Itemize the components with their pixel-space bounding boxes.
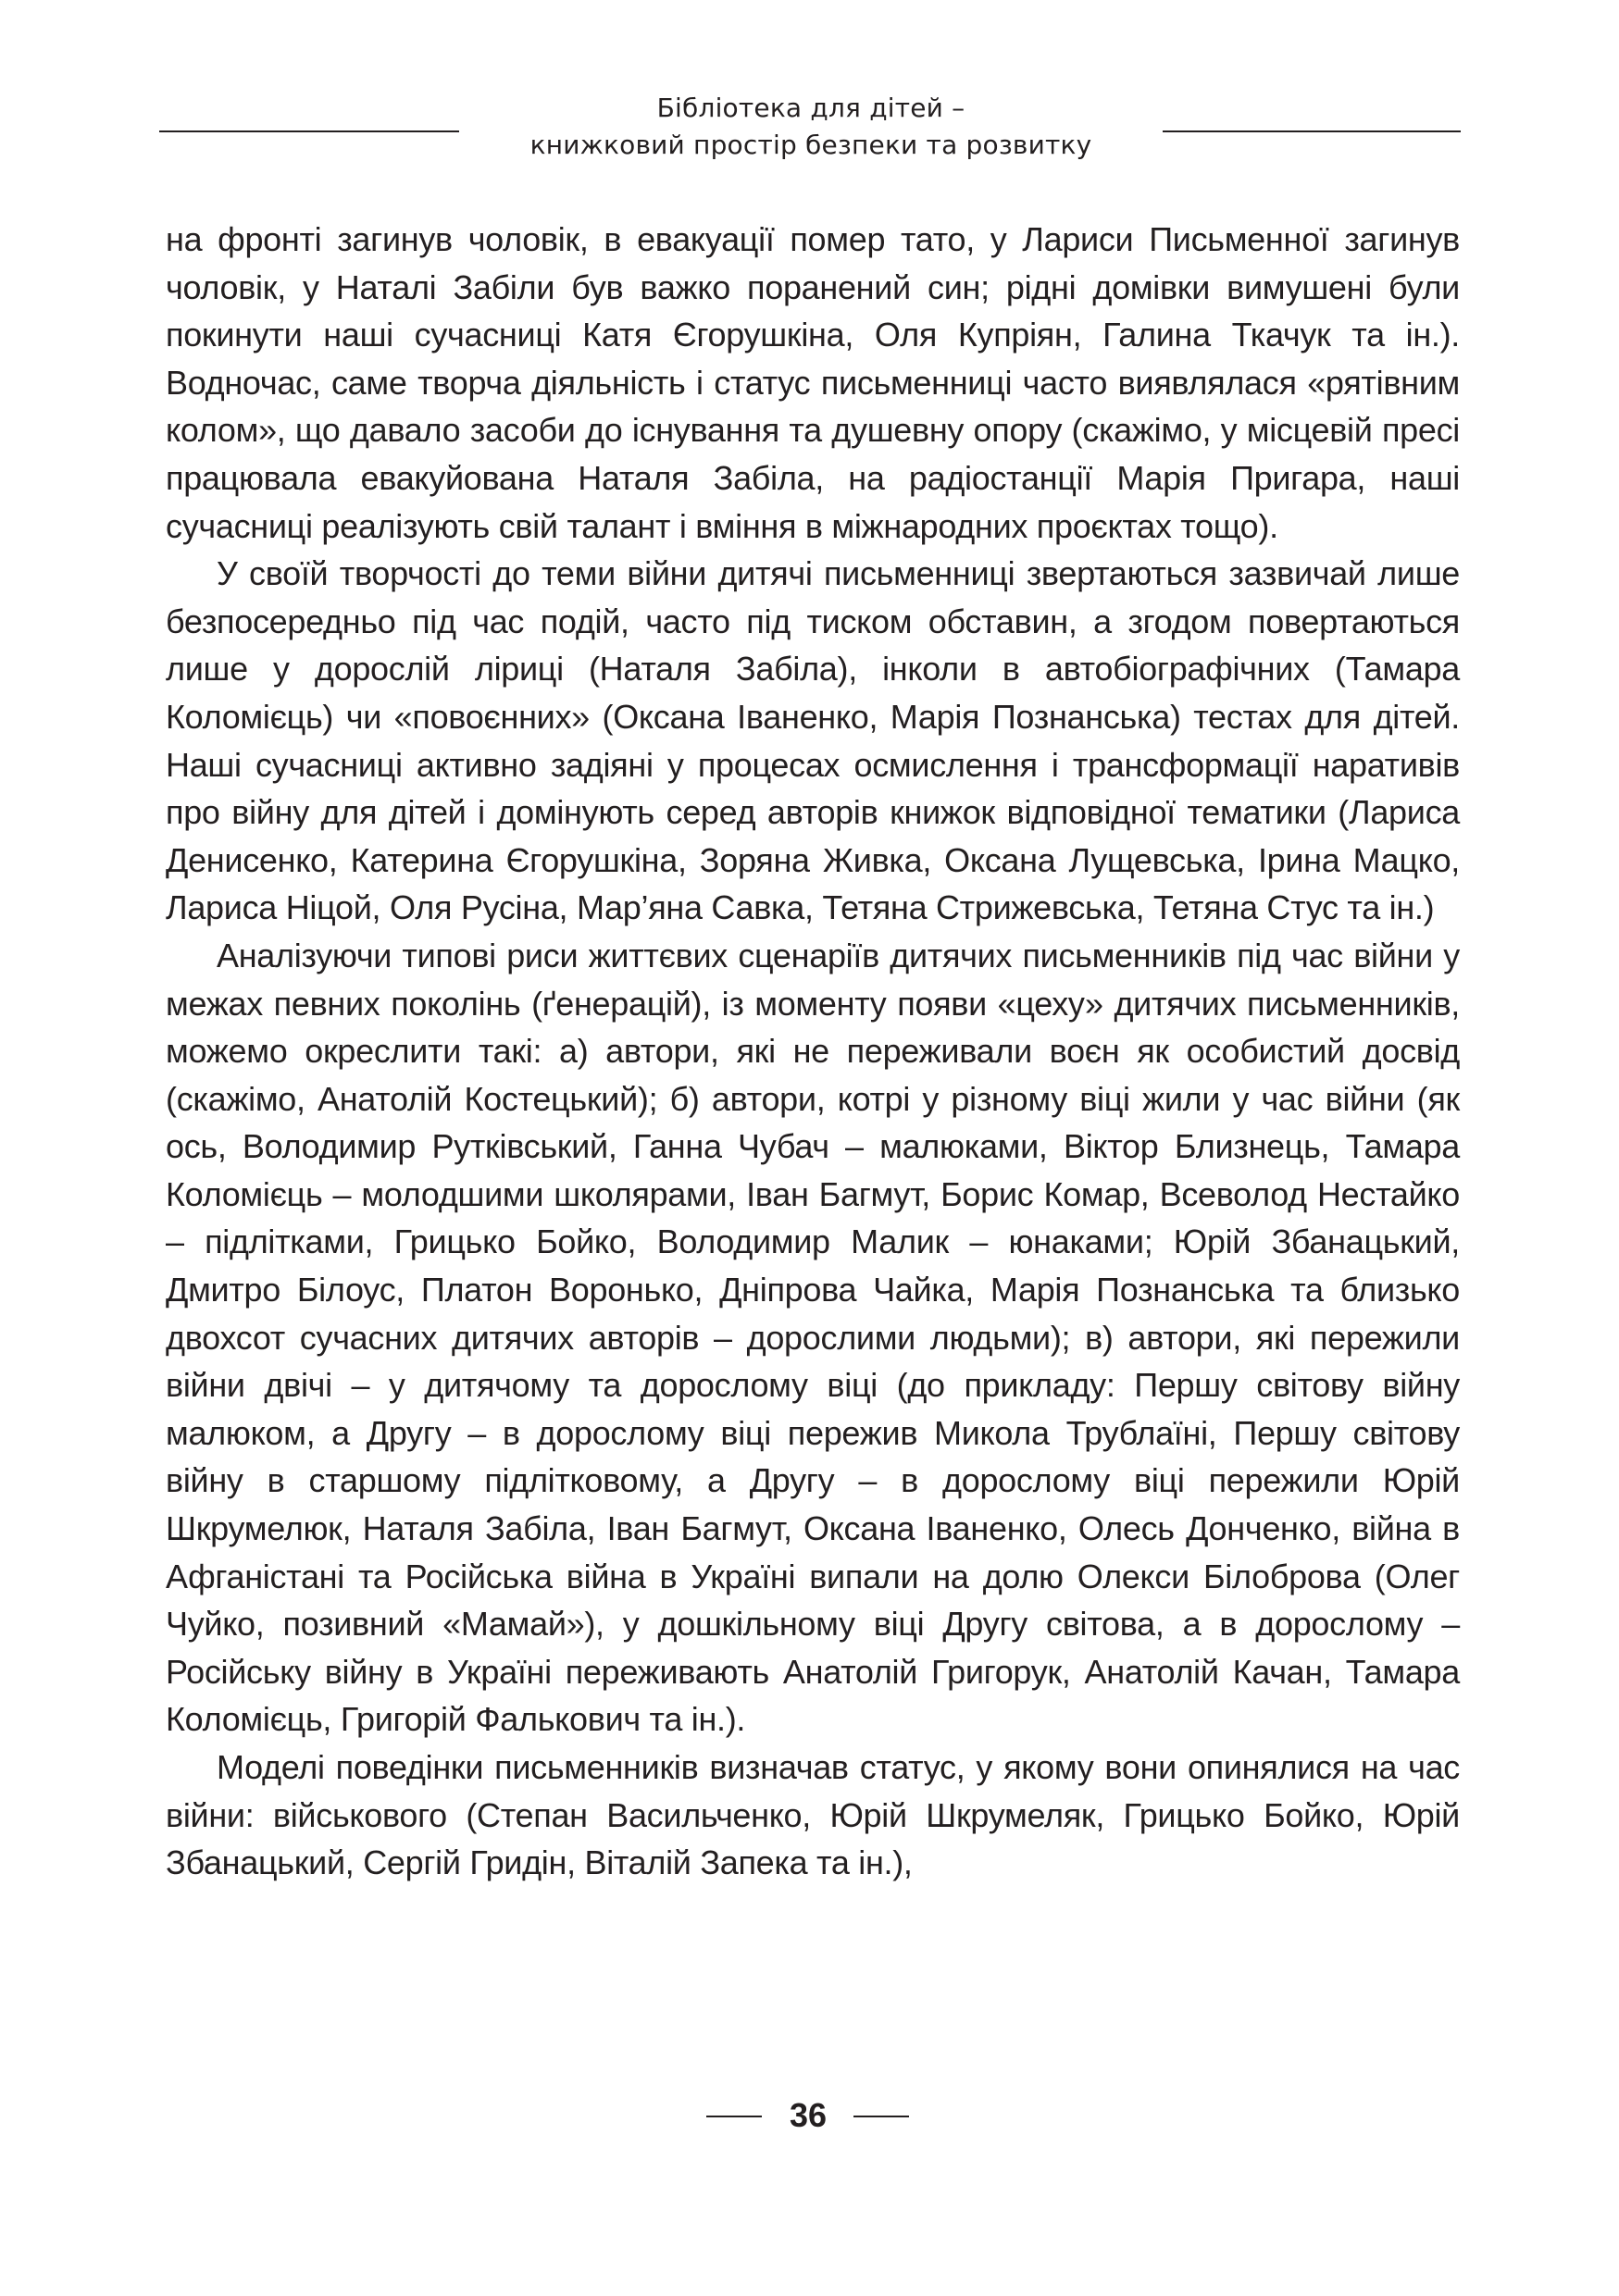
paragraph-3: Аналізуючи типові риси життєвих сценаріїв дитячих письменників під час війни у межах певних поколінь (ґенерацій), із моменту появи «цеху» дитячих письменників, можемо окреслити такі: а) автори, які не переживали воєн як особистий досвід (скажімо, Анатолій Костецький); б) автори, котрі у різному віці жили у час війни (як ось, Володимир Рутківський, Ганна Чубач – малюками, Віктор Близнець, Тамара Коломієць – молодшими школярами, Іван Багмут, Борис Комар, Всеволод Нестайко – підлітками, Грицько Бойко, Володимир Малик – юнаками; Юрій Збанацький, Дмитро Білоус, Платон Воронько, Дніпрова Чайка, Марія Познанська та близько двохсот сучасних дитячих авторів – дорослими людьми); в) автори, які пережили війни двічі – у дитячому та дорослому віці (до прикладу: Першу світову війну малюком, а Другу – в дорослому віці пережив Микола Трублаїні, Першу світову війну в старшому підлітковому, а Другу – в дорослому віці пережили Юрій Шкрумелюк, Наталя Забіла, Іван Багмут, Оксана Іваненко, Олесь Донченко, війна в Афганістані та Російська війна в Україні випали на долю Олекси Білоброва (Олег Чуйко, позивний «Мамай»), у дошкільному віці Другу світова, а в дорослому – Російську війну в Україні переживають Анатолій Григорук, Анатолій Качан, Тамара Коломієць, Григорій Фалькович та ін.). bbox=[166, 936, 1460, 1739]
header-title-line-2: книжковий простір безпеки та розвитку bbox=[529, 130, 1092, 160]
body-text bbox=[166, 216, 1460, 1887]
header-rule-right bbox=[1163, 130, 1461, 132]
running-header-title bbox=[463, 90, 1159, 164]
header-title-line-1: Бібліотека для дітей – bbox=[656, 93, 965, 123]
page-number: 36 bbox=[789, 2096, 828, 2134]
paragraph-1: на фронті загинув чоловік, в евакуації помер тато, у Лариси Письменної загинув чоловік, у Наталі Забіли був важко поранений син; рідні домівки вимушені були покинути наші сучасниці Катя Єгорушкіна, Оля Купріян, Галина Ткачук та ін.). Водночас, саме творча діяльність і статус письменниці часто виявлялася «рятівним колом», що давало засоби до існування та душевну опору (скажімо, у місцевій пресі працювала евакуйована Наталя Забіла, на радіостанції Марія Пригара, наші сучасниці реалізують свій талант і вміння в міжнародних проєктах тощо). bbox=[166, 220, 1460, 545]
paragraph-4: Моделі поведінки письменників визначав статус, у якому вони опинялися на час війни: військового (Степан Васильченко, Юрій Шкрумеляк, Грицько Бойко, Юрій Збанацький, Сергій Гридін, Віталій Запека та ін.), bbox=[166, 1748, 1460, 1882]
footer-rule-right bbox=[853, 2116, 909, 2117]
footer-rule-left bbox=[706, 2116, 762, 2117]
paragraph-2: У своїй творчості до теми війни дитячі письменниці звертаються зазвичай лише безпосередньо під час подій, часто під тиском обставин, а згодом повертаються лише у дорослій ліриці (Наталя Забіла), інколи в автобіографічних (Тамара Коломієць) чи «повоєнних» (Оксана Іваненко, Марія Познанська) тестах для дітей. Наші сучасниці активно задіяні у процесах осмислення і трансформації наративів про війну для дітей і домінують серед авторів книжок відповідної тематики (Лариса Денисенко, Катерина Єгорушкіна, Зоряна Живка, Оксана Лущевська, Ірина Мацко, Лариса Ніцой, Оля Русіна, Мар’яна Савка, Тетяна Стрижевська, Тетяна Стус та ін.) bbox=[166, 554, 1460, 927]
running-header bbox=[0, 90, 1619, 173]
page-footer bbox=[0, 2093, 1619, 2140]
header-rule-left bbox=[159, 130, 459, 132]
